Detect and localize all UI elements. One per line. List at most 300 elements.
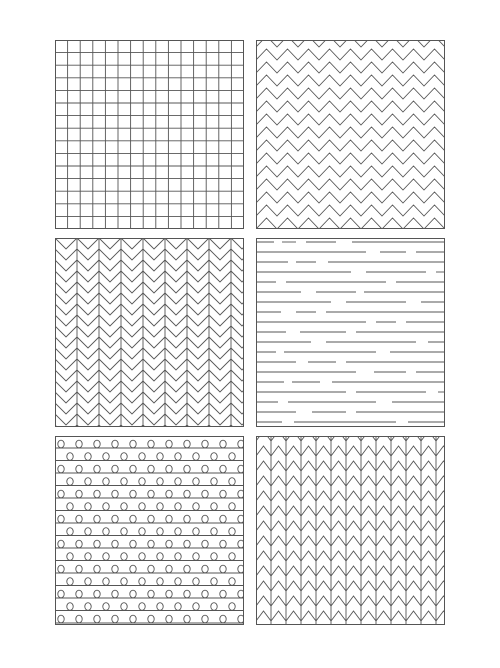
chevron-v — [55, 249, 77, 260]
chevron-v — [143, 348, 165, 359]
loop — [157, 503, 163, 511]
loop — [166, 540, 172, 548]
herringbone-v — [301, 476, 316, 486]
chevron-v — [187, 238, 209, 249]
chevron-v — [231, 315, 244, 326]
loop — [94, 615, 100, 623]
herringbone-v — [271, 506, 286, 516]
chevron-v — [99, 326, 121, 337]
chevron-v — [55, 326, 77, 337]
herringbone-v — [256, 536, 271, 546]
loop — [220, 565, 226, 573]
loop — [229, 578, 235, 586]
loop — [148, 465, 154, 473]
loop — [220, 515, 226, 523]
loop — [67, 453, 73, 461]
herringbone-v — [271, 536, 286, 546]
chevron-v — [55, 403, 77, 414]
zigzag-line — [256, 62, 445, 73]
chevron-v — [165, 282, 187, 293]
herringbone-v — [421, 551, 436, 561]
chevron-v — [99, 238, 121, 249]
herringbone-v — [346, 491, 361, 501]
chevron-v — [77, 238, 99, 249]
loop — [121, 528, 127, 536]
loop — [67, 603, 73, 611]
loop — [130, 490, 136, 498]
herringbone-v — [316, 536, 331, 546]
chevron-v — [77, 260, 99, 271]
chevron-v — [99, 304, 121, 315]
chevron-v — [187, 403, 209, 414]
chevron-v — [187, 293, 209, 304]
loop — [220, 440, 226, 448]
loop — [85, 503, 91, 511]
herringbone-v — [331, 536, 346, 546]
loop — [94, 540, 100, 548]
chevron-v — [165, 260, 187, 271]
herringbone-v — [391, 536, 406, 546]
chevron-v — [187, 326, 209, 337]
loop — [175, 578, 181, 586]
herringbone-v — [316, 551, 331, 561]
loop — [202, 540, 208, 548]
loop — [139, 578, 145, 586]
herringbone-v — [406, 461, 421, 471]
loop — [175, 503, 181, 511]
loop — [85, 478, 91, 486]
herringbone-v — [391, 566, 406, 576]
chevron-v — [165, 271, 187, 282]
herringbone-v — [316, 566, 331, 576]
herringbone-v — [256, 446, 271, 456]
herringbone-v — [376, 461, 391, 471]
loop — [148, 590, 154, 598]
loop — [67, 478, 73, 486]
loop — [58, 515, 64, 523]
herringbone-v — [316, 491, 331, 501]
herringbone-v — [406, 491, 421, 501]
chevron-v — [187, 337, 209, 348]
loop — [76, 565, 82, 573]
zigzag-line — [256, 40, 445, 47]
chevron-v — [99, 282, 121, 293]
loop — [121, 478, 127, 486]
loop — [184, 440, 190, 448]
loop — [193, 503, 199, 511]
chevron-v — [187, 271, 209, 282]
chevron-v — [209, 381, 231, 392]
herringbone-v — [331, 506, 346, 516]
herringbone-v — [436, 596, 445, 606]
zigzag-line — [256, 75, 445, 86]
chevron-v — [143, 260, 165, 271]
herringbone-v — [301, 521, 316, 531]
loop — [184, 590, 190, 598]
loop — [211, 553, 217, 561]
herringbone-v — [376, 551, 391, 561]
loop — [229, 528, 235, 536]
herringbone-v — [346, 551, 361, 561]
loop — [157, 553, 163, 561]
chevron-v — [209, 392, 231, 403]
loop — [112, 515, 118, 523]
loop — [121, 553, 127, 561]
loop — [184, 540, 190, 548]
herringbone-v — [421, 536, 436, 546]
chevron-v — [143, 337, 165, 348]
herringbone-v — [301, 611, 316, 621]
chevron-v — [77, 293, 99, 304]
zigzag-line — [256, 101, 445, 112]
chevron-v — [209, 282, 231, 293]
loop — [148, 540, 154, 548]
herringbone-v — [346, 476, 361, 486]
chevron-v — [187, 260, 209, 271]
herringbone-v — [271, 611, 286, 621]
loop — [103, 578, 109, 586]
loop — [193, 453, 199, 461]
herringbone-v — [436, 476, 445, 486]
herringbone-v — [256, 596, 271, 606]
tile-border — [56, 41, 244, 229]
loop — [220, 490, 226, 498]
loop — [211, 603, 217, 611]
chevron-v — [231, 348, 244, 359]
chevron-v — [209, 359, 231, 370]
chevron-v — [121, 326, 143, 337]
chevron-v — [55, 260, 77, 271]
herringbone-v — [271, 476, 286, 486]
herringbone-v — [286, 566, 301, 576]
chevron-v — [187, 249, 209, 260]
loop — [220, 590, 226, 598]
herringbone-v — [406, 611, 421, 621]
herringbone-v — [316, 596, 331, 606]
zigzag-line — [256, 218, 445, 229]
chevron-v — [55, 359, 77, 370]
loop — [220, 465, 226, 473]
loop — [193, 553, 199, 561]
herringbone-v — [256, 611, 271, 621]
pattern-tile-grid — [55, 40, 244, 229]
loop — [121, 603, 127, 611]
herringbone-v — [436, 536, 445, 546]
chevron-v — [165, 381, 187, 392]
zigzag-line — [256, 140, 445, 151]
chevron-v — [165, 238, 187, 249]
loop — [94, 490, 100, 498]
chevron-v — [143, 370, 165, 381]
chevron-v — [121, 260, 143, 271]
chevron-v — [165, 392, 187, 403]
loop — [139, 603, 145, 611]
chevron-v — [55, 315, 77, 326]
chevron-v — [209, 293, 231, 304]
herringbone-v — [286, 551, 301, 561]
loop — [76, 490, 82, 498]
herringbone-v — [331, 491, 346, 501]
loop — [220, 615, 226, 623]
chevron-v — [99, 271, 121, 282]
loop — [76, 440, 82, 448]
loop — [193, 603, 199, 611]
herringbone-v — [331, 611, 346, 621]
loop — [76, 540, 82, 548]
chevron-v — [209, 414, 231, 425]
chevron-v — [121, 282, 143, 293]
herringbone-v — [391, 521, 406, 531]
herringbone-v — [301, 461, 316, 471]
chevron-v — [55, 293, 77, 304]
loop — [130, 590, 136, 598]
chevron-v — [231, 370, 244, 381]
herringbone-v — [436, 521, 445, 531]
herringbone-v — [406, 596, 421, 606]
chevron-v — [55, 271, 77, 282]
herringbone-v — [436, 581, 445, 591]
loop — [121, 503, 127, 511]
herringbone-v — [271, 596, 286, 606]
loop — [85, 528, 91, 536]
herringbone-v — [421, 446, 436, 456]
herringbone-v — [391, 596, 406, 606]
loop — [130, 465, 136, 473]
chevron-v — [165, 326, 187, 337]
chevron-v — [143, 293, 165, 304]
loop — [58, 590, 64, 598]
herringbone-v — [316, 581, 331, 591]
chevron-v — [187, 348, 209, 359]
chevron-v — [143, 392, 165, 403]
herringbone-v — [391, 551, 406, 561]
herringbone-v — [331, 476, 346, 486]
loop — [58, 465, 64, 473]
loop — [58, 490, 64, 498]
herringbone-v — [316, 506, 331, 516]
chevron-v — [55, 370, 77, 381]
herringbone-v — [286, 596, 301, 606]
herringbone-v — [361, 566, 376, 576]
chevron-v — [99, 414, 121, 425]
loop — [112, 565, 118, 573]
zigzag-line — [256, 127, 445, 138]
loop — [103, 453, 109, 461]
loop — [112, 540, 118, 548]
herringbone-v — [391, 506, 406, 516]
chevron-v — [99, 403, 121, 414]
herringbone-v — [406, 521, 421, 531]
loop — [76, 590, 82, 598]
chevron-v — [209, 260, 231, 271]
loop — [112, 590, 118, 598]
chevron-v — [187, 381, 209, 392]
loop — [211, 528, 217, 536]
loop — [202, 590, 208, 598]
loop — [121, 578, 127, 586]
chevron-v — [209, 315, 231, 326]
herringbone-v — [421, 566, 436, 576]
herringbone-v — [376, 446, 391, 456]
loop — [139, 453, 145, 461]
chevron-v — [165, 370, 187, 381]
chevron-v — [77, 370, 99, 381]
loop — [166, 565, 172, 573]
loop — [139, 503, 145, 511]
chevron-v — [121, 271, 143, 282]
herringbone-v — [301, 491, 316, 501]
herringbone-v — [361, 506, 376, 516]
herringbone-v — [376, 521, 391, 531]
herringbone-v — [331, 581, 346, 591]
herringbone-v — [271, 461, 286, 471]
herringbone-v — [436, 611, 445, 621]
loop — [202, 465, 208, 473]
chevron-v — [77, 315, 99, 326]
chevron-v — [209, 370, 231, 381]
herringbone-v — [361, 596, 376, 606]
chevron-v — [121, 315, 143, 326]
chevron-v — [99, 337, 121, 348]
chevron-v — [55, 282, 77, 293]
loop — [157, 578, 163, 586]
herringbone-v — [301, 596, 316, 606]
chevron-v — [209, 249, 231, 260]
chevron-v — [77, 414, 99, 425]
loop — [175, 478, 181, 486]
loop — [211, 478, 217, 486]
chevron-lines — [55, 238, 244, 427]
chevron-v — [231, 260, 244, 271]
loop — [58, 565, 64, 573]
herringbone-v — [331, 461, 346, 471]
chevron-v — [165, 315, 187, 326]
chevron-v — [55, 381, 77, 392]
loop — [58, 440, 64, 448]
loop — [166, 515, 172, 523]
chevron-v — [99, 381, 121, 392]
chevron-v — [143, 282, 165, 293]
herringbone-v — [436, 551, 445, 561]
zigzag-line — [256, 166, 445, 177]
herringbone-v — [301, 446, 316, 456]
chevron-v — [187, 414, 209, 425]
loop — [229, 553, 235, 561]
chevron-v — [77, 282, 99, 293]
chevron-v — [209, 238, 231, 249]
chevron-v — [231, 337, 244, 348]
chevron-v — [143, 315, 165, 326]
chevron-v — [187, 359, 209, 370]
loop — [184, 465, 190, 473]
herringbone-v — [286, 536, 301, 546]
loop — [175, 453, 181, 461]
loop — [175, 528, 181, 536]
zigzag-line — [256, 114, 445, 125]
chevron-v — [99, 249, 121, 260]
loop — [193, 528, 199, 536]
chevron-v — [231, 238, 244, 249]
herringbone-v — [316, 521, 331, 531]
herringbone-v — [316, 446, 331, 456]
chevron-v — [55, 304, 77, 315]
herringbone-v — [301, 506, 316, 516]
herringbone-v — [361, 446, 376, 456]
loop — [76, 615, 82, 623]
loop — [229, 478, 235, 486]
herringbone-v — [256, 551, 271, 561]
loop — [175, 553, 181, 561]
chevron-v — [99, 315, 121, 326]
loop — [175, 603, 181, 611]
loop — [94, 565, 100, 573]
herringbone-v — [421, 476, 436, 486]
chevron-v — [121, 348, 143, 359]
chevron-v — [55, 348, 77, 359]
chevron-v — [187, 315, 209, 326]
chevron-v — [165, 337, 187, 348]
herringbone-v — [286, 611, 301, 621]
herringbone-v — [436, 491, 445, 501]
loop — [112, 490, 118, 498]
herringbone-v — [316, 476, 331, 486]
herringbone-v — [391, 476, 406, 486]
chevron-v — [187, 370, 209, 381]
herringbone-v — [346, 461, 361, 471]
loop — [229, 453, 235, 461]
loop — [211, 503, 217, 511]
chevron-v — [231, 249, 244, 260]
herringbone-v — [406, 536, 421, 546]
chevron-v — [231, 403, 244, 414]
pattern-tile-zigzag — [256, 40, 445, 229]
grid-lines — [55, 40, 244, 229]
loop — [184, 565, 190, 573]
herringbone-v — [406, 551, 421, 561]
loop — [85, 603, 91, 611]
chevron-v — [209, 271, 231, 282]
chevron-v — [187, 304, 209, 315]
chevron-v — [165, 403, 187, 414]
chevron-v — [143, 381, 165, 392]
herringbone-v — [271, 491, 286, 501]
loop — [139, 528, 145, 536]
herringbone-v — [346, 581, 361, 591]
chevron-v — [165, 249, 187, 260]
loop — [184, 515, 190, 523]
chevron-v — [55, 414, 77, 425]
loop — [58, 540, 64, 548]
herringbone-v — [286, 476, 301, 486]
chevron-v — [55, 337, 77, 348]
herringbone-v — [301, 551, 316, 561]
herringbone-v — [421, 581, 436, 591]
chevron-v — [99, 392, 121, 403]
loop — [67, 528, 73, 536]
chevron-v — [77, 359, 99, 370]
chevron-v — [187, 392, 209, 403]
dashed-lines — [256, 242, 445, 422]
loop — [166, 465, 172, 473]
loop — [211, 453, 217, 461]
herringbone-v — [271, 566, 286, 576]
herringbone-v — [361, 536, 376, 546]
loop — [148, 615, 154, 623]
chevron-v — [77, 392, 99, 403]
herringbone-v — [256, 506, 271, 516]
herringbone-v — [436, 446, 445, 456]
loop — [184, 615, 190, 623]
